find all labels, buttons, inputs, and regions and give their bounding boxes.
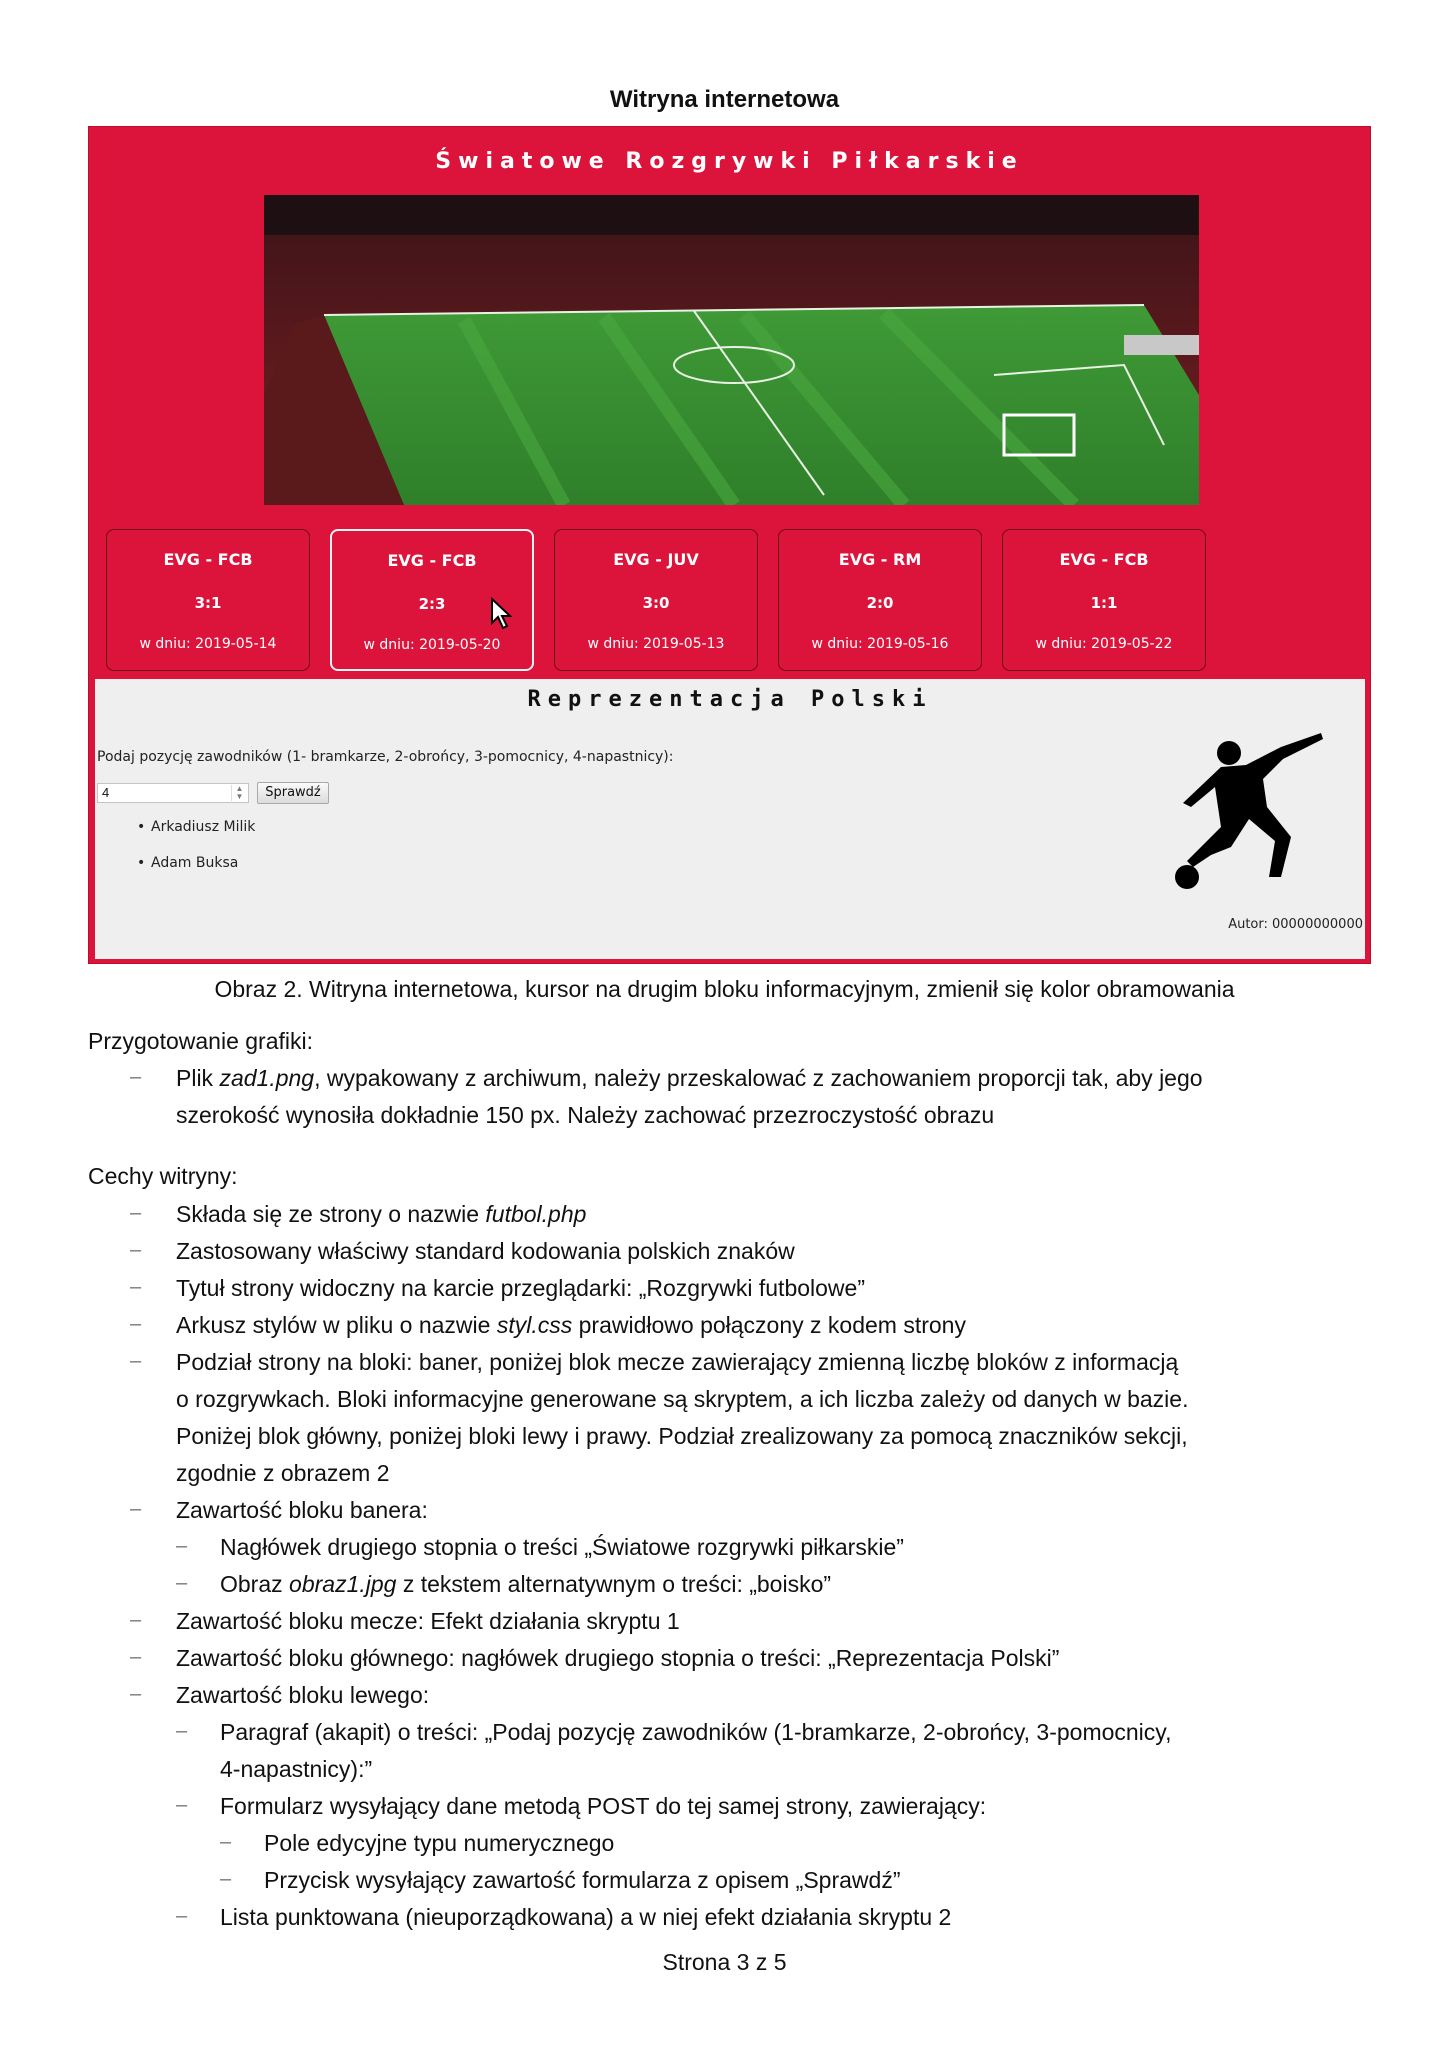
graphics-item-line: Plik zad1.png, wypakowany z archiwum, należy przeskalować z zachowaniem proporcji tak, aby jego: [176, 1065, 1203, 1091]
dash-bullet: –: [130, 1066, 142, 1088]
match-card[interactable]: [330, 529, 534, 671]
feature-subsubitem: Pole edycyjne typu numerycznego: [264, 1830, 615, 1856]
feature-item: Arkusz stylów w pliku o nazwie styl.css prawidłowo połączony z kodem strony: [176, 1312, 966, 1338]
feature-item: Podział strony na bloki: baner, poniżej blok mecze zawierający zmienną liczbę bloków z informacją: [176, 1349, 1179, 1375]
position-prompt: Podaj pozycję zawodników (1- bramkarze, 2-obrońcy, 3-pomocnicy, 4-napastnicy):: [97, 749, 674, 765]
feature-subitem: Paragraf (akapit) o treści: „Podaj pozycję zawodników (1-bramkarze, 2-obrońcy, 3-pomocnicy,: [220, 1719, 1172, 1745]
feature-item: Składa się ze strony o nazwie futbol.php: [176, 1201, 587, 1227]
feature-item: zgodnie z obrazem 2: [176, 1460, 390, 1486]
list-item: • Arkadiusz Milik: [137, 817, 255, 853]
match-score: 3:1: [194, 594, 222, 612]
match-date: w dniu: 2019-05-22: [1035, 636, 1173, 652]
feature-subsubitem: Przycisk wysyłający zawartość formularza z opisem „Sprawdź”: [264, 1867, 901, 1893]
dash-bullet: –: [130, 1609, 142, 1631]
match-card[interactable]: [106, 529, 310, 671]
dash-bullet: –: [130, 1498, 142, 1520]
page-number: Strona 3 z 5: [662, 1949, 787, 1975]
match-teams: EVG - FCB: [1059, 550, 1149, 569]
dash-bullet: –: [220, 1868, 232, 1890]
match-teams: EVG - FCB: [163, 550, 253, 569]
main-title: Reprezentacja Polski: [527, 687, 933, 712]
graphics-heading: Przygotowanie grafiki:: [88, 1028, 313, 1054]
mouse-cursor-icon: [490, 597, 512, 631]
position-number-input[interactable]: 4: [97, 783, 249, 803]
match-date: w dniu: 2019-05-16: [811, 636, 949, 652]
author-label: Autor: 00000000000: [1228, 917, 1363, 932]
match-date: w dniu: 2019-05-14: [139, 636, 277, 652]
feature-item: Zawartość bloku mecze: Efekt działania skryptu 1: [176, 1608, 680, 1634]
feature-subitem: Nagłówek drugiego stopnia o treści „Światowe rozgrywki piłkarskie”: [220, 1534, 904, 1560]
match-score: 3:0: [642, 594, 670, 612]
feature-subitem: Formularz wysyłający dane metodą POST do tej samej strony, zawierający:: [220, 1793, 987, 1819]
figure-caption: Obraz 2. Witryna internetowa, kursor na drugim bloku informacyjnym, zmienił się kolor obramowania: [214, 976, 1235, 1002]
feature-item: Zastosowany właściwy standard kodowania polskich znaków: [176, 1238, 795, 1264]
match-date: w dniu: 2019-05-20: [363, 637, 501, 653]
website-screenshot: [88, 126, 1371, 964]
list-item: • Adam Buksa: [137, 853, 255, 889]
document-title: Witryna internetowa: [609, 86, 840, 113]
dash-bullet: –: [130, 1350, 142, 1372]
stadium-image: [264, 195, 1199, 505]
feature-subitem: 4-napastnicy):”: [220, 1756, 373, 1782]
feature-item: Poniżej blok główny, poniżej bloki lewy i prawy. Podział zrealizowany za pomocą znaczników sekcji,: [176, 1423, 1188, 1449]
match-teams: EVG - FCB: [387, 551, 477, 570]
feature-item: Tytuł strony widoczny na karcie przeglądarki: „Rozgrywki futbolowe”: [176, 1275, 865, 1301]
features-heading: Cechy witryny:: [88, 1163, 238, 1189]
match-card[interactable]: [778, 529, 982, 671]
players-list: [137, 817, 255, 889]
feature-item: o rozgrywkach. Bloki informacyjne generowane są skryptem, a ich liczba zależy od danych w bazie.: [176, 1386, 1189, 1412]
match-card[interactable]: [1002, 529, 1206, 671]
dash-bullet: –: [130, 1202, 142, 1224]
dash-bullet: –: [176, 1794, 188, 1816]
feature-subitem: Obraz obraz1.jpg z tekstem alternatywnym o treści: „boisko”: [220, 1571, 832, 1597]
dash-bullet: –: [130, 1646, 142, 1668]
dash-bullet: –: [176, 1905, 188, 1927]
dash-bullet: –: [130, 1239, 142, 1261]
feature-item: Zawartość bloku banera:: [176, 1497, 428, 1523]
feature-subitem: Lista punktowana (nieuporządkowana) a w niej efekt działania skryptu 2: [220, 1904, 952, 1930]
feature-item: Zawartość bloku głównego: nagłówek drugiego stopnia o treści: „Reprezentacja Polski”: [176, 1645, 1060, 1671]
dash-bullet: –: [130, 1313, 142, 1335]
dash-bullet: –: [176, 1572, 188, 1594]
dash-bullet: –: [176, 1720, 188, 1742]
graphics-item-line: szerokość wynosiła dokładnie 150 px. Należy zachować przezroczystość obrazu: [176, 1102, 995, 1128]
match-card[interactable]: [554, 529, 758, 671]
spinner-arrows-icon[interactable]: ▲ ▼: [231, 785, 247, 801]
match-teams: EVG - JUV: [613, 550, 699, 569]
match-score: 1:1: [1090, 594, 1118, 612]
check-button[interactable]: Sprawdź: [257, 782, 329, 804]
dash-bullet: –: [130, 1683, 142, 1705]
feature-item: Zawartość bloku lewego:: [176, 1682, 430, 1708]
dash-bullet: –: [130, 1276, 142, 1298]
football-player-icon: [1171, 727, 1331, 897]
dash-bullet: –: [176, 1535, 188, 1557]
dash-bullet: –: [220, 1831, 232, 1853]
match-score: 2:3: [418, 595, 446, 613]
match-teams: EVG - RM: [838, 550, 922, 569]
main-block: [95, 679, 1365, 959]
banner-title: Światowe Rozgrywki Piłkarskie: [435, 149, 1024, 174]
matches-block: [106, 529, 1206, 671]
match-score: 2:0: [866, 594, 894, 612]
match-date: w dniu: 2019-05-13: [587, 636, 725, 652]
